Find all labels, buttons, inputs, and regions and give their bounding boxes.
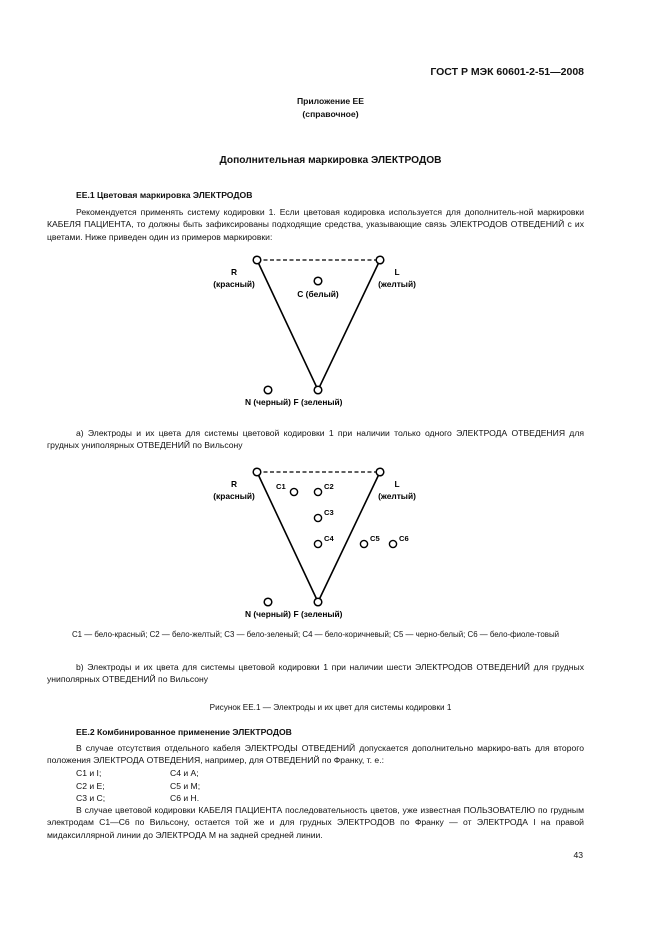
label-c3-b: C3 <box>324 508 334 517</box>
section2-heading: ЕЕ.2 Комбинированное применение ЭЛЕКТРОДОВ <box>76 727 292 737</box>
triangle-right-edge-a <box>318 260 380 390</box>
electrode-r-b <box>253 468 261 476</box>
diagram-a-caption: a) Электроды и их цвета для системы цветовой кодировки 1 при наличии только одного ЭЛЕКТРОДА ОТВЕДЕНИЯ для грудных униполярных ОТВЕДЕНИЙ по Вильсону <box>47 428 584 451</box>
electrode-r-a <box>253 256 261 264</box>
section1-paragraph: Рекомендуется применять систему кодировки 1. Если цветовая кодировка используется для дополнитель-ной маркировки КАБЕЛЯ ПАЦИЕНТА, то должны быть зафиксированы подходящие средства, указывающие связь ЭЛЕКТРОДОВ ОТВЕДЕНИЙ с их цветами. Ниже приведен один из примеров маркировки: <box>47 207 584 242</box>
label-c-a: C (белый) <box>297 289 339 299</box>
pair-right-2: С5 и М; <box>170 780 201 791</box>
label-f-b: F (зеленый) <box>293 609 343 619</box>
electrode-c4-b <box>314 540 321 547</box>
electrode-f-a <box>314 386 322 394</box>
triangle-left-edge-b <box>257 472 318 602</box>
electrode-pairs-list <box>76 767 276 807</box>
label-c5-b: C5 <box>370 534 380 543</box>
electrode-f-b <box>314 598 322 606</box>
label-r-color-b: (красный) <box>213 491 255 501</box>
electrode-c3-b <box>314 514 321 521</box>
section2-paragraph1: В случае отсутствия отдельного кабеля ЭЛЕКТРОДЫ ОТВЕДЕНИЙ допускается дополнительно маркиро-вать для второго положения ЭЛЕКТРОДА ОТВЕДЕНИЯ, например, для ОТВЕДЕНИЙ по Франку, т. е.: <box>47 743 584 766</box>
pair-right-3: С6 и Н. <box>170 793 200 804</box>
label-l-a: L <box>394 267 400 277</box>
electrode-c1-b <box>290 488 297 495</box>
electrode-diagram-a <box>0 245 661 415</box>
electrode-l-b <box>376 468 384 476</box>
electrode-l-a <box>376 256 384 264</box>
pair-right-1: С4 и А; <box>170 768 199 778</box>
electrode-n-a <box>264 386 272 394</box>
label-n-b: N (черный) <box>245 609 291 619</box>
label-c1-b: C1 <box>276 482 286 491</box>
label-n-a: N (черный) <box>245 397 291 407</box>
diagram-b-caption: b) Электроды и их цвета для системы цветовой кодировки 1 при наличии шести ЭЛЕКТРОДОВ ОТВЕДЕНИЙ для грудных униполярных ОТВЕДЕНИЙ по Вильсону <box>47 662 584 685</box>
section2-paragraph2: В случае цветовой кодировки КАБЕЛЯ ПАЦИЕНТА последовательность цветов, уже известная ПОЛЬЗОВАТЕЛЮ по грудным электродам С1—С6 по Вильсону, остается той же и для грудных ЭЛЕКТРОДОВ по Франку — от ЭЛЕКТРОДА I на правой мидаксиллярной линии до ЭЛЕКТРОДА М на задней средней линии. <box>47 805 584 840</box>
label-c4-b: C4 <box>324 534 334 543</box>
label-l-b: L <box>394 479 400 489</box>
label-r-a: R <box>230 267 238 277</box>
electrode-c2-b <box>314 488 321 495</box>
label-l-color-b: (желтый) <box>378 491 416 501</box>
pair-left-2: С2 и Е; <box>76 780 105 791</box>
label-r-color-a: (красный) <box>213 279 255 289</box>
label-c6-b: C6 <box>399 534 409 543</box>
section1-heading: ЕЕ.1 Цветовая маркировка ЭЛЕКТРОДОВ <box>76 190 253 200</box>
pair-left-3: С3 и С; <box>76 793 106 804</box>
electrode-c6-b <box>389 540 396 547</box>
electrode-c-a <box>314 277 322 285</box>
electrode-n-b <box>264 598 272 606</box>
annex-title: Приложение ЕЕ <box>296 96 365 106</box>
page-number: 43 <box>573 850 583 860</box>
label-r-b: R <box>230 479 238 489</box>
diagram-b-legend: С1 — бело-красный; С2 — бело-желтый; С3 — бело-зеленый; С4 — бело-коричневый; С5 — черно-белый; С6 — бело-фиоле-товый <box>71 630 560 639</box>
pair-left-1: С1 и I; <box>76 768 102 778</box>
label-f-a: F (зеленый) <box>293 397 343 407</box>
triangle-left-edge-a <box>257 260 318 390</box>
electrode-diagram-b <box>0 455 661 625</box>
standard-header: ГОСТ Р МЭК 60601-2-51—2008 <box>430 66 584 78</box>
figure-caption: Рисунок ЕЕ.1 — Электроды и их цвет для системы кодировки 1 <box>209 703 452 712</box>
annex-subtitle: (справочное) <box>302 109 359 119</box>
label-l-color-a: (желтый) <box>378 279 416 289</box>
electrode-c5-b <box>360 540 367 547</box>
label-c2-b: C2 <box>324 482 334 491</box>
main-title: Дополнительная маркировка ЭЛЕКТРОДОВ <box>219 155 442 166</box>
